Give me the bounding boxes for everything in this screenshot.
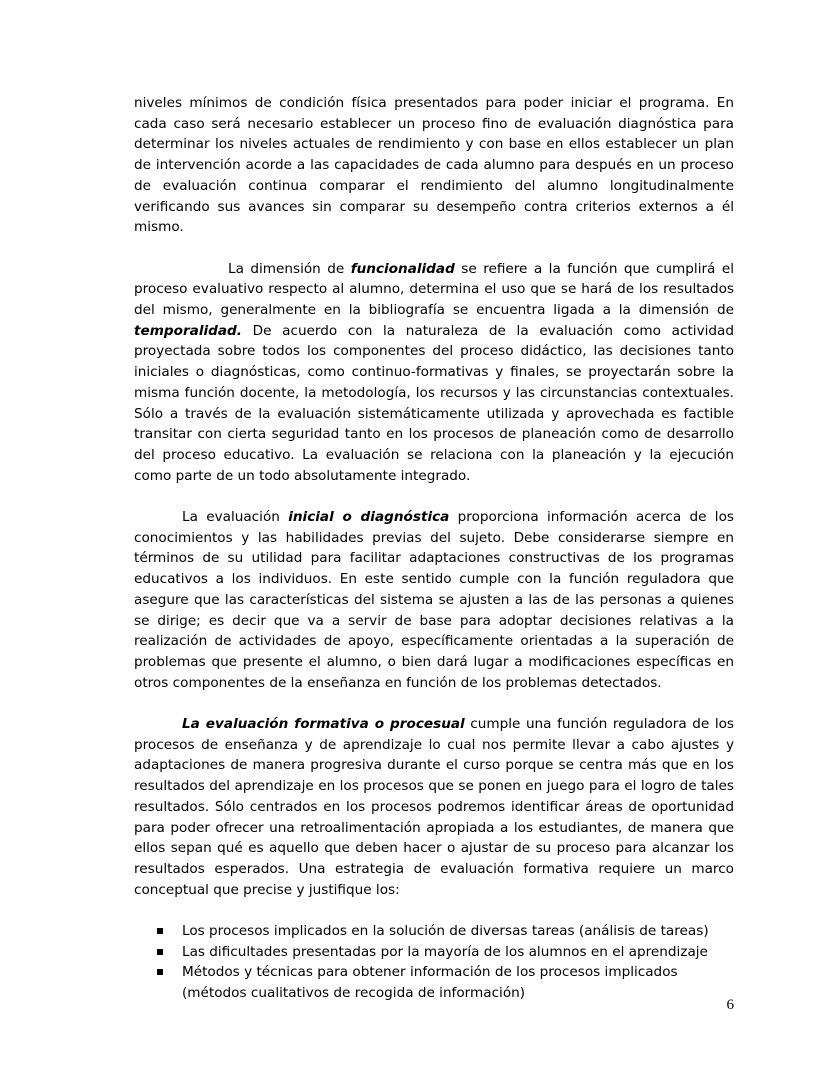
- paragraph-funcionalidad: [134, 259, 734, 487]
- document-body: [134, 93, 734, 1004]
- list-item: [134, 962, 734, 1003]
- paragraph-1: [134, 93, 734, 238]
- term-formativa-procesual: La evaluación formativa o procesual: [182, 716, 465, 733]
- text-span: cumple una función reguladora de los procesos de enseñanza y de aprendizaje lo cual nos permite llevar a cabo ajustes y adaptaciones de manera progresiva durante el curso porque se centra más que en los resultados del aprendizaje en los procesos que se ponen en juego para el logro de tales resultados. Sólo centrados en los procesos podremos identificar áreas de oportunidad para poder ofrecer una retroalimentación apropiada a los estudiantes, de manera que ellos sepan qué es aquello que deben hacer o ajustar de su proceso para alcanzar los resultados esperados. Una estrategia de evaluación formativa requiere un marco conceptual que precise y justifique los:: [134, 716, 734, 898]
- text-span: De acuerdo con la naturaleza de la evaluación como actividad proyectada sobre todos los componentes del proceso didáctico, las decisiones tanto iniciales o diagnósticas, como continuo-formativas y finales, se proyectarán sobre la misma función docente, la metodología, los recursos y las circunstancias contextuales. Sólo a través de la evaluación sistemáticamente utilizada y aprovechada es factible transitar con cierta seguridad tanto en los procesos de planeación como de desarrollo del proceso educativo. La evaluación se relaciona con la planeación y la ejecución como parte de un todo absolutamente integrado.: [134, 322, 734, 484]
- square-bullet-icon: [157, 969, 163, 975]
- text-span: se refiere a la función que cumplirá el proceso evaluativo respecto al alumno, determina el uso que se hará de los resultados del mismo, generalmente en la bibliografía se encuentra ligada a la dimensión de: [134, 260, 734, 319]
- list-item-text: Los procesos implicados en la solución de diversas tareas (análisis de tareas): [182, 923, 709, 940]
- list-item-text: Métodos y técnicas para obtener información de los procesos implicados (métodos cualitativos de recogida de información): [182, 964, 678, 1002]
- paragraph-formativa: [134, 714, 734, 900]
- bullet-list: [134, 921, 734, 1004]
- paragraph-1-text: niveles mínimos de condición física presentados para poder iniciar el programa. En cada caso será necesario establecer un proceso fino de evaluación diagnóstica para determinar los niveles actuales de rendimiento y con base en ellos establecer un plan de intervención acorde a las capacidades de cada alumno para después en un proceso de evaluación continua comparar el rendimiento del alumno longitudinalmente verificando sus avances sin comparar su desempeño contra criterios externos a él mismo.: [134, 95, 734, 236]
- square-bullet-icon: [157, 928, 163, 934]
- text-span: proporciona información acerca de los conocimientos y las habilidades previas del sujeto. Debe considerarse siempre en términos de su utilidad para facilitar adaptaciones constructivas de los programas educativos a los individuos. En este sentido cumple con la función reguladora que asegure que las características del sistema se ajusten a las de las personas a quienes se dirige; es decir que va a servir de base para adoptar decisiones relativas a la realización de actividades de apoyo, específicamente orientadas a la superación de problemas que presente el alumno, o bien dará lugar a modificaciones específicas en otros componentes de la enseñanza en función de los problemas detectados.: [134, 509, 734, 691]
- text-span: La dimensión de: [228, 260, 351, 277]
- list-item-text: Las dificultades presentadas por la mayoría de los alumnos en el aprendizaje: [182, 943, 708, 960]
- term-inicial-diagnostica: inicial o diagnóstica: [288, 509, 450, 526]
- list-item: [134, 921, 734, 942]
- term-funcionalidad: funcionalidad: [350, 260, 455, 277]
- paragraph-diagnostica: [134, 507, 734, 693]
- text-span: La evaluación: [182, 509, 289, 526]
- term-temporalidad: temporalidad.: [134, 322, 242, 339]
- page-number: 6: [726, 997, 734, 1013]
- square-bullet-icon: [157, 949, 163, 955]
- list-item: [134, 942, 734, 963]
